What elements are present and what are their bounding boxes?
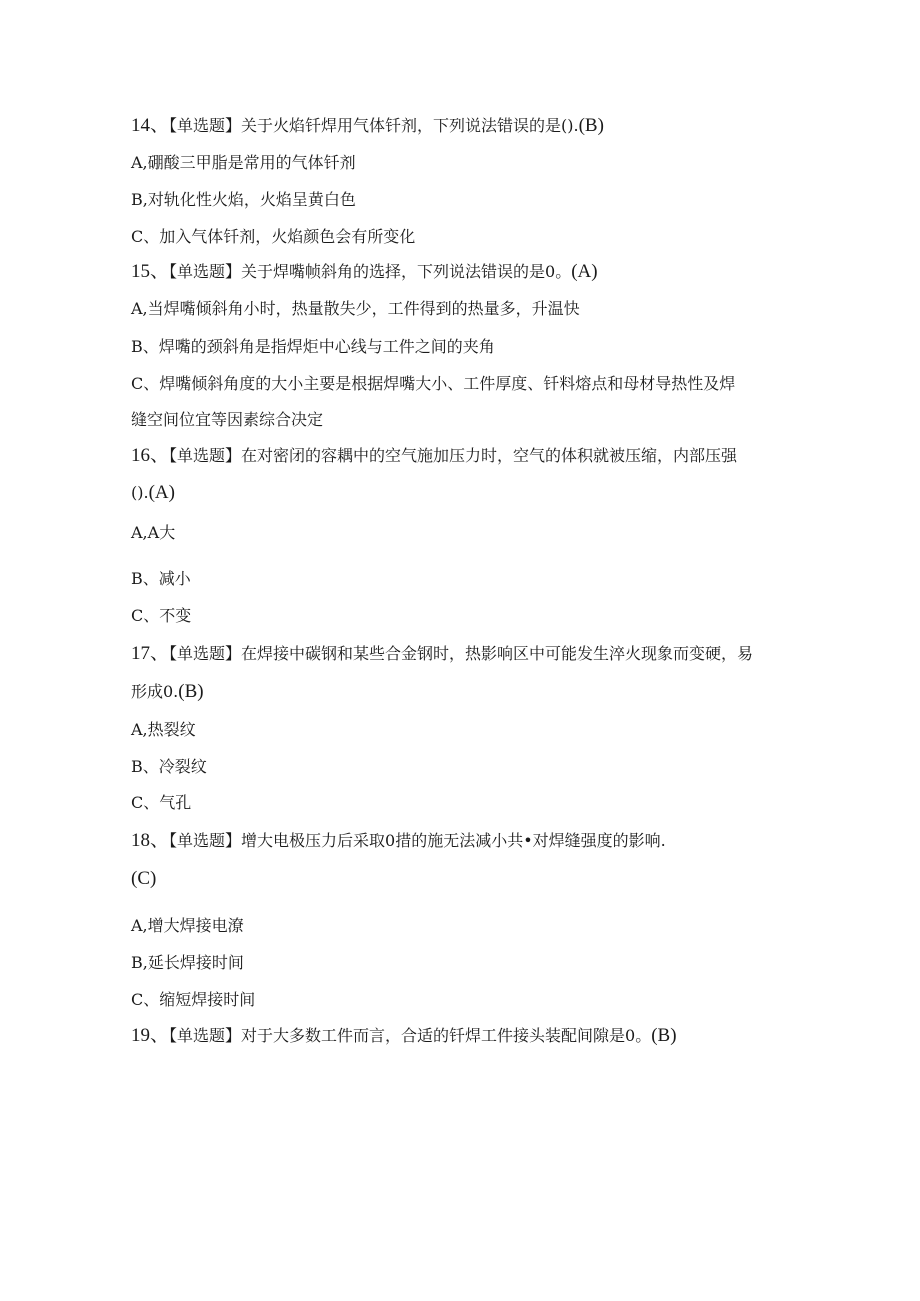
answer-key: (B) bbox=[651, 1025, 677, 1046]
question-text: 【单选题】关于火焰钎焊用气体钎剂，下列说法错误的是(). bbox=[169, 116, 579, 135]
question-15-option-c-cont: 缝空间位宜等因素综合决定 bbox=[131, 410, 324, 429]
question-16-option-b: B、减小 bbox=[131, 569, 191, 588]
answer-key: (A) bbox=[571, 261, 598, 282]
question-15-option-a: A,当焊嘴倾斜角小时，热量散失少，工件得到的热量多，升温快 bbox=[131, 299, 580, 318]
question-17-option-a: A,热裂纹 bbox=[131, 720, 196, 739]
answer-key: (B) bbox=[178, 681, 204, 702]
question-number: 14、 bbox=[131, 115, 170, 136]
question-number: 15、 bbox=[131, 261, 170, 282]
question-18-stem bbox=[131, 829, 666, 853]
question-number: 18、 bbox=[131, 830, 170, 851]
question-15-option-c: C、焊嘴倾斜角度的大小主要是根据焊嘴大小、工件厚度、钎料熔点和母材导热性及焊 bbox=[131, 374, 736, 393]
question-18-option-c: C、缩短焊接时间 bbox=[131, 990, 256, 1009]
question-text: 【单选题】对于大多数工件而言，合适的钎焊工件接头装配间隙是0。 bbox=[169, 1026, 652, 1045]
question-16-stem bbox=[131, 444, 737, 468]
question-18-answer: (C) bbox=[131, 868, 157, 889]
question-17-option-b: B、冷裂纹 bbox=[131, 757, 207, 776]
question-14-option-b: B,对轨化性火焰，火焰呈黄白色 bbox=[131, 190, 356, 209]
question-14-option-c: C、加入气体钎剂，火焰颜色会有所变化 bbox=[131, 227, 416, 246]
question-16-stem-cont bbox=[131, 481, 175, 505]
question-14-option-a: A,硼酸三甲脂是常用的气体钎剂 bbox=[131, 153, 356, 172]
question-text: 【单选题】增大电极压力后采取0措的施无法减小共•对焊缝强度的影响. bbox=[169, 831, 666, 850]
question-17-stem-cont bbox=[131, 680, 204, 704]
question-18-option-a: A,增大焊接电潦 bbox=[131, 916, 244, 935]
question-text: 【单选题】在对密闭的容耦中的空气施加压力时，空气的体积就被压缩，内部压强 bbox=[169, 446, 738, 465]
question-19-stem bbox=[131, 1024, 677, 1048]
question-text: 【单选题】在焊接中碳钢和某些合金钢时，热影响区中可能发生淬火现象而变硬，易 bbox=[169, 644, 754, 663]
question-16-option-a: A,A大 bbox=[131, 523, 176, 542]
question-text-cont: (). bbox=[131, 483, 149, 502]
question-14-stem bbox=[131, 114, 604, 138]
question-number: 16、 bbox=[131, 445, 170, 466]
question-18-option-b: B,延长焊接时间 bbox=[131, 953, 244, 972]
question-17-option-c: C、气孔 bbox=[131, 793, 192, 812]
question-15-stem bbox=[131, 260, 598, 284]
question-17-stem bbox=[131, 642, 753, 666]
question-15-option-b: B、焊嘴的颈斜角是指焊炬中心线与工件之间的夹角 bbox=[131, 337, 495, 356]
question-text: 【单选题】关于焊嘴帧斜角的选择，下列说法错误的是0。 bbox=[169, 262, 572, 281]
answer-key: (B) bbox=[578, 115, 604, 136]
question-number: 19、 bbox=[131, 1025, 170, 1046]
question-number: 17、 bbox=[131, 643, 170, 664]
question-16-option-c: C、不变 bbox=[131, 606, 192, 625]
question-text-cont: 形成0. bbox=[131, 682, 179, 701]
answer-key: (A) bbox=[148, 482, 175, 503]
